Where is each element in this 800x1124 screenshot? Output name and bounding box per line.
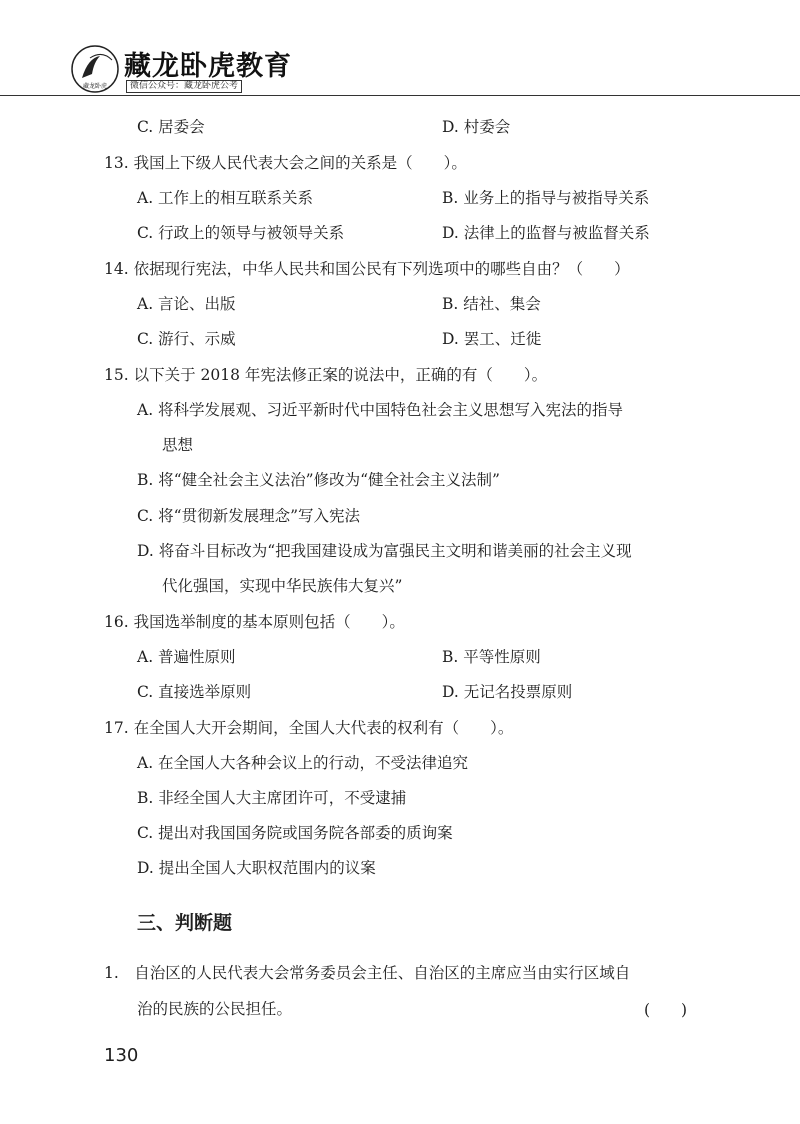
page-header — [0, 0, 800, 96]
option-13d: D. 法律上的监督与被监督关系 — [442, 224, 650, 242]
section-title-judgment: 三、判断题 — [137, 912, 233, 934]
option-17d: D. 提出全国人大职权范围内的议案 — [137, 859, 376, 877]
brand-subtitle: 微信公众号：藏龙卧虎公考 — [126, 80, 242, 93]
option-15c: C. 将“贯彻新发展理念”写入宪法 — [137, 507, 361, 525]
judgment-1: 1. 自治区的人民代表大会常务委员会主任、自治区的主席应当由实行区域自 — [104, 964, 631, 982]
header-divider — [0, 95, 800, 96]
option-17a: A. 在全国人大各种会议上的行动，不受法律追究 — [137, 754, 469, 772]
logo-crane-icon — [70, 44, 120, 94]
question-15: 15. 以下关于 2018 年宪法修正案的说法中，正确的有（ ）。 — [104, 366, 548, 384]
option-17b: B. 非经全国人大主席团许可，不受逮捕 — [137, 789, 407, 807]
option-12d: D. 村委会 — [442, 118, 511, 136]
option-15b: B. 将“健全社会主义法治”修改为“健全社会主义法制” — [137, 471, 500, 489]
logo-text: 藏龙卧虎 — [82, 83, 108, 90]
question-16: 16. 我国选举制度的基本原则包括（ ）。 — [104, 613, 405, 631]
brand-title: 藏龙卧虎教育 — [124, 51, 292, 82]
option-15d-continued: 代化强国，实现中华民族伟大复兴” — [162, 577, 403, 595]
question-17: 17. 在全国人大开会期间，全国人大代表的权利有（ ）。 — [104, 719, 514, 737]
option-14b: B. 结社、集会 — [442, 295, 541, 313]
judgment-1-continued: 治的民族的公民担任。 — [137, 1000, 293, 1018]
answer-parentheses: ( ) — [644, 1001, 688, 1019]
page-number: 130 — [104, 1045, 139, 1066]
question-14: 14. 依据现行宪法，中华人民共和国公民有下列选项中的哪些自由？（ ） — [104, 260, 630, 278]
option-16b: B. 平等性原则 — [442, 648, 541, 666]
option-15a-continued: 思想 — [162, 436, 194, 454]
option-15d: D. 将奋斗目标改为“把我国建设成为富强民主文明和谐美丽的社会主义现 — [137, 542, 632, 560]
option-14a: A. 言论、出版 — [137, 295, 236, 313]
option-14d: D. 罢工、迁徙 — [442, 330, 542, 348]
option-13c: C. 行政上的领导与被领导关系 — [137, 224, 345, 242]
option-13a: A. 工作上的相互联系关系 — [137, 189, 314, 207]
option-16a: A. 普遍性原则 — [137, 648, 236, 666]
option-17c: C. 提出对我国国务院或国务院各部委的质询案 — [137, 824, 453, 842]
option-14c: C. 游行、示威 — [137, 330, 236, 348]
option-12c: C. 居委会 — [137, 118, 205, 136]
option-16c: C. 直接选举原则 — [137, 683, 252, 701]
option-13b: B. 业务上的指导与被指导关系 — [442, 189, 650, 207]
option-15a: A. 将科学发展观、习近平新时代中国特色社会主义思想写入宪法的指导 — [137, 401, 624, 419]
option-16d: D. 无记名投票原则 — [442, 683, 573, 701]
question-13: 13. 我国上下级人民代表大会之间的关系是（ ）。 — [104, 154, 467, 172]
